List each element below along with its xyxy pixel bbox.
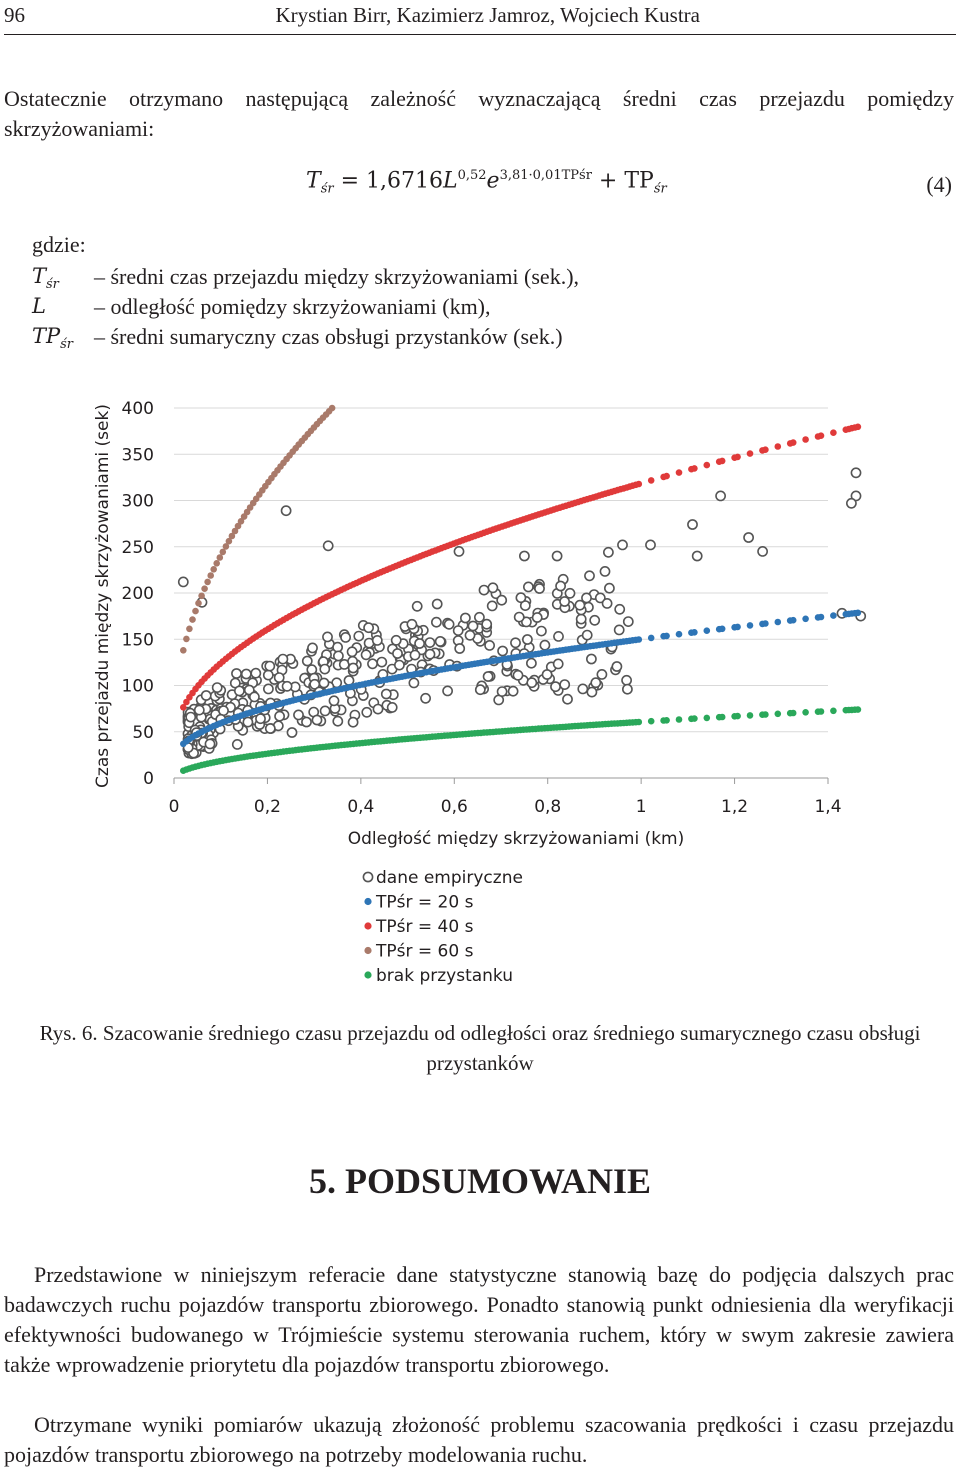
- curve-point: [691, 465, 698, 472]
- empirical-point: [758, 547, 767, 556]
- x-tick-label: 0: [168, 797, 180, 817]
- empirical-point: [847, 499, 856, 508]
- empirical-point: [410, 651, 419, 660]
- empirical-point: [527, 659, 536, 668]
- x-tick-label: 1,4: [814, 797, 842, 817]
- empirical-point: [443, 686, 452, 695]
- empirical-point: [232, 669, 241, 678]
- legend-label: TPśr = 40 s: [376, 917, 474, 937]
- empirical-point: [407, 620, 416, 629]
- y-tick-label: 50: [132, 722, 154, 743]
- empirical-point: [264, 671, 273, 680]
- empirical-point: [524, 582, 533, 591]
- empirical-point: [251, 669, 260, 678]
- figure-caption: Rys. 6. Szacowanie średniego czasu przejazdu od odległości oraz średniego sumarycznego czasu obsługi przystanków: [39, 1021, 921, 1075]
- curve-point: [213, 560, 220, 567]
- empirical-point: [373, 705, 382, 714]
- curve-point: [790, 617, 797, 624]
- empirical-point: [368, 659, 377, 668]
- empirical-point: [565, 589, 574, 598]
- curve-point: [676, 631, 683, 638]
- empirical-point: [287, 728, 296, 737]
- empirical-point: [488, 601, 497, 610]
- y-tick-labels: [122, 399, 154, 789]
- curve-point: [201, 585, 208, 592]
- empirical-point: [436, 637, 445, 646]
- curve-point: [855, 424, 862, 431]
- empirical-point: [275, 712, 284, 721]
- curve-point: [719, 458, 726, 465]
- x-tick-label: 1,2: [721, 797, 749, 817]
- intro-paragraph: Ostatecznie otrzymano następującą zależność wyznaczającą średni czas przejazdu pomiędzy skrzyżowaniami:: [4, 86, 954, 141]
- empirical-point: [511, 638, 520, 647]
- empirical-point: [515, 613, 524, 622]
- curve-point: [648, 718, 655, 725]
- empirical-point: [583, 631, 592, 640]
- empirical-point: [243, 718, 252, 727]
- empirical-point: [264, 684, 273, 693]
- empirical-point: [605, 584, 614, 593]
- curve-point: [719, 714, 726, 721]
- legend-label: dane empiryczne: [376, 868, 523, 888]
- empirical-point: [303, 656, 312, 665]
- empirical-point: [693, 551, 702, 560]
- y-tick-label: 0: [143, 769, 154, 789]
- curve-point: [663, 473, 670, 480]
- empirical-point: [333, 643, 342, 652]
- empirical-point: [445, 620, 454, 629]
- curve-point: [802, 616, 809, 623]
- empirical-point: [577, 615, 586, 624]
- empirical-point: [432, 618, 441, 627]
- curve-point: [198, 593, 205, 600]
- curve-point: [747, 712, 754, 719]
- empirical-point: [334, 651, 343, 660]
- empirical-point: [587, 688, 596, 697]
- curve-point: [192, 608, 199, 615]
- x-tick-label: 0,2: [253, 797, 281, 817]
- empirical-point: [484, 672, 493, 681]
- curve-point: [747, 622, 754, 629]
- empirical-point: [275, 673, 284, 682]
- curve-point: [704, 715, 711, 722]
- empirical-point: [535, 584, 544, 593]
- empirical-point: [600, 567, 609, 576]
- x-tick-labels: [169, 797, 842, 817]
- curve-point: [636, 719, 643, 726]
- curve-point: [210, 566, 217, 573]
- empirical-point: [604, 548, 613, 557]
- empirical-point: [354, 632, 363, 641]
- curve-point: [204, 579, 211, 586]
- curve-point: [676, 716, 683, 723]
- empirical-point: [461, 613, 470, 622]
- empirical-point: [623, 685, 632, 694]
- legend-marker: [364, 898, 371, 905]
- empirical-point: [543, 670, 552, 679]
- paragraph: Przedstawione w niniejszym referacie dane statystyczne stanowią bazę do podjęcia dalszych prac badawczych ruchu pojazdów transportu zbiorowego. Ponadto stanowią punkt odniesienia dla weryfikacji efektywności budowanego w Trójmieście systemu sterowania ruchem, który w swym zakresie zawiera także wprowadzenie priorytetu dla pojazdów transportu zbiorowego.: [4, 1262, 954, 1377]
- empirical-point: [520, 551, 529, 560]
- y-axis-label: Czas przejazdu między skrzyżowaniami (sek): [93, 404, 113, 788]
- empirical-point: [235, 686, 244, 695]
- empirical-point: [553, 551, 562, 560]
- empirical-point: [615, 625, 624, 634]
- y-tick-label: 200: [121, 584, 154, 604]
- empirical-point: [556, 581, 565, 590]
- curve-point: [734, 624, 741, 631]
- empirical-point: [302, 717, 311, 726]
- y-tick-label: 100: [121, 676, 154, 697]
- curve-point: [762, 711, 769, 718]
- empirical-point: [266, 724, 275, 733]
- empirical-point: [233, 740, 242, 749]
- empirical-point: [341, 633, 350, 642]
- curve-point: [704, 627, 711, 634]
- empirical-point: [498, 687, 507, 696]
- empirical-point: [540, 641, 549, 650]
- curve-point: [663, 633, 670, 640]
- empirical-point: [554, 632, 563, 641]
- empirical-point: [283, 682, 292, 691]
- empirical-point: [551, 682, 560, 691]
- empirical-point: [349, 718, 358, 727]
- empirical-point: [282, 506, 291, 515]
- empirical-point: [488, 583, 497, 592]
- empirical-point: [523, 635, 532, 644]
- legend-label: TPśr = 60 s: [376, 941, 474, 962]
- definition-text: – średni sumaryczny czas obsługi przystanków (sek.): [94, 324, 563, 349]
- empirical-point: [312, 715, 321, 724]
- curve-point: [663, 717, 670, 724]
- empirical-point: [618, 540, 627, 549]
- curve-point: [762, 620, 769, 627]
- empirical-point: [324, 541, 333, 550]
- curve-point: [180, 647, 187, 654]
- curve-point: [802, 436, 809, 443]
- empirical-point: [364, 623, 373, 632]
- curve-point: [818, 432, 825, 439]
- equation-4: [306, 168, 667, 197]
- empirical-point: [219, 706, 228, 715]
- empirical-point: [454, 547, 463, 556]
- empirical-point: [250, 692, 259, 701]
- empirical-point: [195, 706, 204, 715]
- empirical-point: [362, 708, 371, 717]
- empirical-point: [479, 586, 488, 595]
- empirical-point: [373, 636, 382, 645]
- empirical-point: [537, 627, 546, 636]
- empirical-point: [622, 676, 631, 685]
- curve-point: [855, 706, 862, 713]
- curve-point: [830, 708, 837, 715]
- curve-point: [691, 715, 698, 722]
- empirical-point: [509, 687, 518, 696]
- legend-label: TPśr = 20 s: [376, 892, 474, 913]
- curve-point: [775, 619, 782, 626]
- empirical-point: [186, 713, 195, 722]
- curve-point: [830, 429, 837, 436]
- curve-point: [747, 450, 754, 457]
- empirical-point: [716, 491, 725, 500]
- empirical-point: [278, 655, 287, 664]
- curve-point: [818, 614, 825, 621]
- x-tick-label: 0,4: [347, 797, 375, 817]
- empirical-point: [454, 626, 463, 635]
- definition-symbol: $T_{śr}$: [32, 264, 59, 293]
- empirical-point: [563, 695, 572, 704]
- empirical-point: [319, 678, 328, 687]
- curve-point: [855, 610, 862, 617]
- empirical-point: [554, 659, 563, 668]
- eq-L: L: [442, 168, 458, 194]
- empirical-point: [413, 602, 422, 611]
- definition-symbol: $TP_{śr}$: [32, 324, 74, 353]
- empirical-point: [744, 533, 753, 542]
- eq-plus-tp: + TP: [598, 168, 654, 194]
- curve-point: [648, 477, 655, 484]
- empirical-point: [433, 599, 442, 608]
- y-tick-label: 400: [121, 399, 154, 419]
- running-header: [4, 0, 956, 35]
- scatter-chart: [80, 386, 900, 998]
- empirical-point: [615, 605, 624, 614]
- empirical-point: [320, 665, 329, 674]
- running-authors: Krystian Birr, Kazimierz Jamroz, Wojciech Kustra: [275, 3, 700, 27]
- empirical-point: [179, 577, 188, 586]
- legend-marker: [364, 971, 371, 978]
- empirical-point: [597, 670, 606, 679]
- empirical-point: [578, 684, 587, 693]
- empirical-point: [585, 571, 594, 580]
- empirical-point: [425, 638, 434, 647]
- empirical-point: [308, 643, 317, 652]
- empirical-point: [333, 717, 342, 726]
- definition-symbol: L: [32, 294, 46, 318]
- x-tick-label: 0,8: [534, 797, 562, 817]
- empirical-point: [395, 661, 404, 670]
- empirical-point: [533, 613, 542, 622]
- empirical-point: [575, 601, 584, 610]
- chart-legend: [363, 868, 523, 986]
- x-tick-label: 0,6: [440, 797, 468, 817]
- gdzie-label: gdzie:: [32, 232, 86, 257]
- curve-point: [790, 710, 797, 717]
- empirical-point: [485, 641, 494, 650]
- curve-point: [790, 439, 797, 446]
- equation-number: (4): [926, 172, 952, 197]
- eq-plus-sub: śr: [653, 181, 667, 197]
- empirical-point: [498, 646, 507, 655]
- empirical-point: [851, 468, 860, 477]
- curve-point: [734, 713, 741, 720]
- empirical-point: [349, 663, 358, 672]
- curve-point: [676, 469, 683, 476]
- empirical-point: [329, 696, 338, 705]
- definition-text: – odległość pomiędzy skrzyżowaniami (km),: [94, 294, 491, 319]
- empirical-point: [323, 632, 332, 641]
- empirical-point: [591, 678, 600, 687]
- empirical-point: [242, 669, 251, 678]
- curve-point: [636, 481, 643, 488]
- empirical-point: [421, 694, 430, 703]
- empirical-point: [415, 639, 424, 648]
- curve-point: [734, 454, 741, 461]
- x-tick-label: 1: [635, 797, 647, 817]
- curve-point: [775, 711, 782, 718]
- empirical-point: [465, 631, 474, 640]
- empirical-point: [393, 649, 402, 658]
- empirical-point: [497, 596, 506, 605]
- empirical-point: [603, 599, 612, 608]
- empirical-point: [476, 685, 485, 694]
- empirical-point: [624, 617, 633, 626]
- empirical-point: [516, 593, 525, 602]
- definition-text: – średni czas przejazdu między skrzyżowaniami (sek.),: [94, 264, 580, 289]
- empirical-point: [475, 613, 484, 622]
- empirical-point: [348, 647, 357, 656]
- empirical-point: [377, 658, 386, 667]
- curve-point: [207, 572, 214, 579]
- empirical-point: [590, 616, 599, 625]
- eq-coefficient: = 1,6716: [340, 168, 443, 194]
- y-tick-label: 350: [121, 445, 154, 466]
- curve-point: [762, 446, 769, 453]
- y-tick-label: 250: [121, 537, 154, 558]
- legend-marker: [363, 872, 372, 881]
- x-axis-label: Odległość między skrzyżowaniami (km): [347, 829, 685, 849]
- empirical-point: [425, 650, 434, 659]
- legend-marker: [364, 947, 371, 954]
- empirical-point: [321, 706, 330, 715]
- empirical-point: [409, 678, 418, 687]
- curve-point: [648, 635, 655, 642]
- paragraph: Otrzymane wyniki pomiarów ukazują złożoność problemu szacowania prędkości i czasu przejazdu pojazdów transportu zbiorowego na potrzeby modelowania ruchu.: [4, 1412, 954, 1467]
- curve-point: [195, 600, 202, 607]
- empirical-point: [612, 662, 621, 671]
- empirical-point: [256, 714, 265, 723]
- curve-point: [217, 554, 224, 561]
- empirical-point: [294, 710, 303, 719]
- empirical-point: [213, 683, 222, 692]
- empirical-point: [527, 678, 536, 687]
- eq-e: e: [486, 168, 500, 194]
- curve-point: [818, 708, 825, 715]
- series-tp-r-60-s: [180, 405, 335, 654]
- page-number: 96: [4, 3, 25, 27]
- empirical-point: [382, 689, 391, 698]
- empirical-point: [688, 520, 697, 529]
- eq-lhs-sub: śr: [320, 181, 334, 197]
- empirical-point: [202, 691, 211, 700]
- curve-point: [691, 629, 698, 636]
- empirical-point: [468, 621, 477, 630]
- legend-label: brak przystanku: [376, 966, 514, 986]
- eq-L-exp: 0,52: [457, 168, 487, 183]
- curve-point: [704, 462, 711, 469]
- empirical-point: [482, 620, 491, 629]
- y-tick-label: 150: [121, 630, 154, 651]
- curve-point: [719, 626, 726, 633]
- empirical-point: [646, 540, 655, 549]
- curve-point: [189, 616, 196, 623]
- section-heading: 5. PODSUMOWANIE: [308, 1161, 652, 1201]
- empirical-point: [362, 650, 371, 659]
- eq-lhs: T: [306, 168, 321, 194]
- empirical-point: [388, 703, 397, 712]
- legend-marker: [364, 922, 371, 929]
- curve-point: [183, 636, 190, 643]
- empirical-point: [265, 662, 274, 671]
- curve-point: [186, 626, 193, 633]
- empirical-point: [455, 644, 464, 653]
- empirical-point: [560, 680, 569, 689]
- eq-e-exp: 3,81·0,01TPśr: [499, 168, 592, 183]
- y-tick-label: 300: [121, 491, 154, 512]
- empirical-point: [392, 636, 401, 645]
- curve-point: [775, 443, 782, 450]
- empirical-point: [560, 597, 569, 606]
- empirical-point: [205, 739, 214, 748]
- curve-point: [636, 636, 643, 643]
- curve-point: [329, 405, 336, 412]
- empirical-point: [513, 671, 522, 680]
- curve-point: [830, 612, 837, 619]
- curve-point: [802, 709, 809, 716]
- empirical-point: [587, 654, 596, 663]
